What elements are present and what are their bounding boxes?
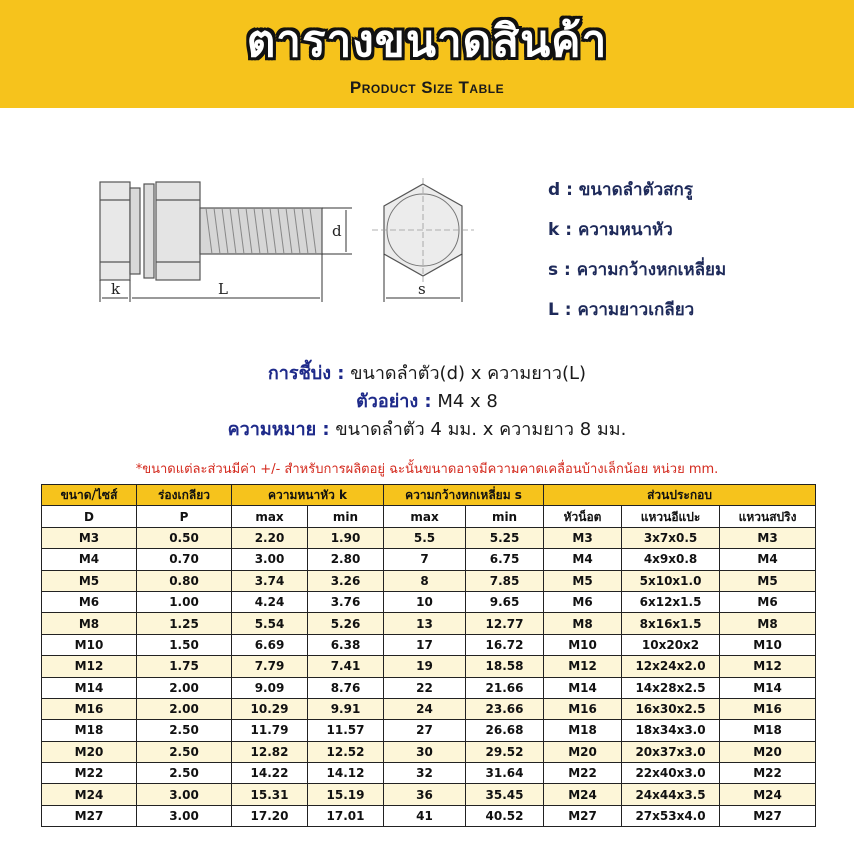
table-row	[42, 656, 816, 677]
table-cell: 32	[384, 763, 466, 784]
table-cell: 26.68	[466, 720, 544, 741]
table-cell: 16x30x2.5	[622, 698, 720, 719]
size-table	[41, 484, 816, 827]
usage-key: การชี้บ่ง :	[267, 363, 345, 384]
table-cell: M20	[42, 741, 137, 762]
table-cell: 3.26	[308, 570, 384, 591]
table-row	[42, 634, 816, 655]
table-cell: M24	[544, 784, 622, 805]
table-cell: 30	[384, 741, 466, 762]
header-size-sub: D	[42, 506, 137, 527]
table-cell: M5	[42, 570, 137, 591]
table-row	[42, 805, 816, 826]
header-pitch-sub: P	[137, 506, 232, 527]
table-cell: 27x53x4.0	[622, 805, 720, 826]
table-cell: 3.74	[232, 570, 308, 591]
label-k: k	[111, 280, 121, 298]
table-cell: M14	[720, 677, 816, 698]
header-s-min: min	[466, 506, 544, 527]
table-cell: M20	[720, 741, 816, 762]
table-cell: 2.50	[137, 741, 232, 762]
header-flat-washer: แหวนอีแปะ	[622, 506, 720, 527]
table-cell: M24	[720, 784, 816, 805]
table-cell: M18	[544, 720, 622, 741]
table-cell: 31.64	[466, 763, 544, 784]
table-cell: M3	[42, 527, 137, 548]
table-cell: M4	[720, 549, 816, 570]
usage-value: M4 x 8	[431, 391, 498, 412]
table-cell: 0.70	[137, 549, 232, 570]
table-cell: M5	[544, 570, 622, 591]
table-cell: 18.58	[466, 656, 544, 677]
table-cell: 36	[384, 784, 466, 805]
table-cell: 8x16x1.5	[622, 613, 720, 634]
table-cell: 40.52	[466, 805, 544, 826]
table-cell: 22x40x3.0	[622, 763, 720, 784]
header-head-thickness: ความหนาหัว k	[232, 485, 384, 506]
table-cell: 0.80	[137, 570, 232, 591]
table-cell: M6	[544, 591, 622, 612]
table-cell: M27	[544, 805, 622, 826]
thread-shank	[200, 208, 322, 254]
table-cell: 7.41	[308, 656, 384, 677]
table-cell: 1.00	[137, 591, 232, 612]
table-cell: 9.65	[466, 591, 544, 612]
table-cell: 27	[384, 720, 466, 741]
table-cell: M4	[544, 549, 622, 570]
table-cell: 7.85	[466, 570, 544, 591]
table-row	[42, 698, 816, 719]
table-cell: 12.77	[466, 613, 544, 634]
label-s: s	[418, 280, 426, 298]
header-k-max: max	[232, 506, 308, 527]
table-cell: 1.50	[137, 634, 232, 655]
usage-key: ตัวอย่าง :	[356, 391, 432, 412]
table-cell: 5.25	[466, 527, 544, 548]
table-cell: 14.12	[308, 763, 384, 784]
table-cell: 12x24x2.0	[622, 656, 720, 677]
legend-d: d : ขนาดลำตัวสกรู	[548, 180, 693, 200]
table-cell: M22	[720, 763, 816, 784]
table-cell: 12.52	[308, 741, 384, 762]
header-hex-width: ความกว้างหกเหลี่ยม s	[384, 485, 544, 506]
table-cell: 11.79	[232, 720, 308, 741]
table-cell: 3.76	[308, 591, 384, 612]
usage-explanation	[0, 360, 854, 444]
page-subtitle: Product Size Table	[349, 78, 505, 97]
table-cell: 10.29	[232, 698, 308, 719]
table-cell: 15.19	[308, 784, 384, 805]
table-cell: 2.20	[232, 527, 308, 548]
table-cell: M10	[720, 634, 816, 655]
table-cell: 18x34x3.0	[622, 720, 720, 741]
usage-value: ขนาดลำตัว(d) x ความยาว(L)	[344, 363, 587, 384]
table-cell: 3.00	[137, 805, 232, 826]
table-cell: M24	[42, 784, 137, 805]
table-cell: 15.31	[232, 784, 308, 805]
table-cell: 9.09	[232, 677, 308, 698]
table-cell: 1.75	[137, 656, 232, 677]
legend-k: k : ความหนาหัว	[548, 220, 673, 240]
table-cell: M16	[544, 698, 622, 719]
table-cell: 5.26	[308, 613, 384, 634]
table-cell: 3.00	[137, 784, 232, 805]
title-banner	[0, 0, 854, 108]
table-cell: M22	[42, 763, 137, 784]
flat-washer	[144, 184, 154, 278]
bolt-diagram	[90, 170, 530, 320]
table-cell: M27	[720, 805, 816, 826]
table-cell: 29.52	[466, 741, 544, 762]
table-cell: 23.66	[466, 698, 544, 719]
table-row	[42, 720, 816, 741]
table-cell: M16	[720, 698, 816, 719]
table-cell: M8	[42, 613, 137, 634]
table-cell: 35.45	[466, 784, 544, 805]
spring-washer	[130, 188, 140, 274]
table-row	[42, 570, 816, 591]
dimension-legend	[548, 175, 726, 335]
table-cell: 5x10x1.0	[622, 570, 720, 591]
table-cell: M10	[42, 634, 137, 655]
table-cell: 3.00	[232, 549, 308, 570]
table-cell: 11.57	[308, 720, 384, 741]
table-row	[42, 741, 816, 762]
table-cell: 9.91	[308, 698, 384, 719]
table-cell: 6.38	[308, 634, 384, 655]
table-cell: M8	[544, 613, 622, 634]
table-cell: M12	[42, 656, 137, 677]
table-cell: 17	[384, 634, 466, 655]
table-cell: 17.20	[232, 805, 308, 826]
table-cell: 10x20x2	[622, 634, 720, 655]
table-cell: 5.5	[384, 527, 466, 548]
table-row	[42, 763, 816, 784]
table-cell: 5.54	[232, 613, 308, 634]
table-cell: 7	[384, 549, 466, 570]
table-cell: 8	[384, 570, 466, 591]
table-cell: M14	[42, 677, 137, 698]
table-cell: 2.00	[137, 698, 232, 719]
table-row	[42, 784, 816, 805]
table-cell: 6.75	[466, 549, 544, 570]
table-cell: M5	[720, 570, 816, 591]
table-row	[42, 613, 816, 634]
table-cell: 2.80	[308, 549, 384, 570]
legend-s: s : ความกว้างหกเหลี่ยม	[548, 260, 727, 280]
table-cell: 10	[384, 591, 466, 612]
table-cell: 41	[384, 805, 466, 826]
usage-line-example	[0, 388, 854, 416]
table-row	[42, 677, 816, 698]
table-cell: 24x44x3.5	[622, 784, 720, 805]
legend-L: L : ความยาวเกลียว	[548, 300, 695, 320]
table-cell: 4.24	[232, 591, 308, 612]
table-cell: 2.50	[137, 763, 232, 784]
table-cell: 6.69	[232, 634, 308, 655]
table-cell: 17.01	[308, 805, 384, 826]
table-cell: 24	[384, 698, 466, 719]
header-pitch: ร่องเกลียว	[137, 485, 232, 506]
table-cell: 1.90	[308, 527, 384, 548]
table-row	[42, 591, 816, 612]
table-cell: M12	[544, 656, 622, 677]
usage-key: ความหมาย :	[227, 419, 330, 440]
table-cell: 20x37x3.0	[622, 741, 720, 762]
table-cell: M6	[42, 591, 137, 612]
table-cell: 1.25	[137, 613, 232, 634]
table-cell: 6x12x1.5	[622, 591, 720, 612]
usage-value: ขนาดลำตัว 4 มม. x ความยาว 8 มม.	[329, 419, 627, 440]
table-cell: M8	[720, 613, 816, 634]
table-cell: 19	[384, 656, 466, 677]
nut	[156, 182, 200, 280]
table-cell: M20	[544, 741, 622, 762]
table-cell: 8.76	[308, 677, 384, 698]
table-cell: M18	[720, 720, 816, 741]
table-cell: M27	[42, 805, 137, 826]
table-cell: 13	[384, 613, 466, 634]
table-cell: M4	[42, 549, 137, 570]
table-cell: 16.72	[466, 634, 544, 655]
page-title: ตารางขนาดสินค้า	[246, 16, 608, 67]
tolerance-note: *ขนาดแต่ละส่วนมีค่า +/- สำหรับการผลิตอยู่ ฉะนั้นขนาดอาจมีความคาดเคลื่อนบ้างเล็กน้อย หน่วย mm.	[135, 462, 719, 477]
header-size: ขนาด/ไซส์	[42, 485, 137, 506]
bolt-head	[100, 182, 130, 280]
table-cell: 3x7x0.5	[622, 527, 720, 548]
table-cell: M3	[544, 527, 622, 548]
table-cell: 14.22	[232, 763, 308, 784]
header-components: ส่วนประกอบ	[544, 485, 816, 506]
usage-line-designation	[0, 360, 854, 388]
header-spring-washer: แหวนสปริง	[720, 506, 816, 527]
table-row	[42, 549, 816, 570]
table-cell: M22	[544, 763, 622, 784]
table-cell: 14x28x2.5	[622, 677, 720, 698]
usage-line-meaning	[0, 416, 854, 444]
table-cell: M6	[720, 591, 816, 612]
table-cell: M3	[720, 527, 816, 548]
table-cell: M14	[544, 677, 622, 698]
label-d: d	[332, 222, 342, 240]
table-cell: 0.50	[137, 527, 232, 548]
table-row	[42, 527, 816, 548]
table-cell: 21.66	[466, 677, 544, 698]
table-cell: 2.00	[137, 677, 232, 698]
table-cell: M16	[42, 698, 137, 719]
table-cell: 7.79	[232, 656, 308, 677]
table-cell: 12.82	[232, 741, 308, 762]
table-cell: M10	[544, 634, 622, 655]
table-cell: 22	[384, 677, 466, 698]
header-s-max: max	[384, 506, 466, 527]
table-cell: M18	[42, 720, 137, 741]
header-k-min: min	[308, 506, 384, 527]
header-nut: หัวน็อต	[544, 506, 622, 527]
table-cell: 4x9x0.8	[622, 549, 720, 570]
table-cell: 2.50	[137, 720, 232, 741]
label-L: L	[218, 280, 228, 298]
table-cell: M12	[720, 656, 816, 677]
